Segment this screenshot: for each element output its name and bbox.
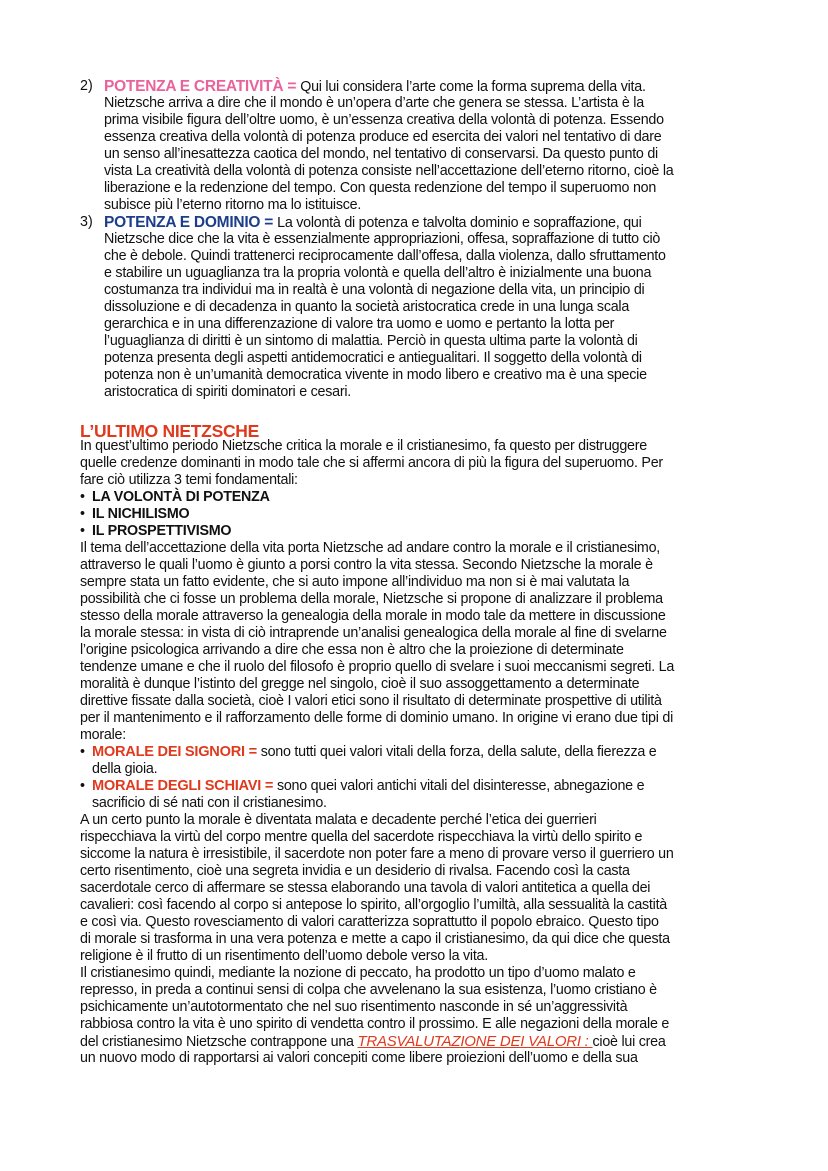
text-line: moralità è dunque l’istinto del gregge nel singolo, cioè il suo assoggettamento a determinate [80, 676, 640, 692]
text-line: certo risentimento, cioè una segreta invidia e un desiderio di rivalsa. Facendo così la casta [80, 863, 630, 879]
text-line: che è debole. Quindi trattenerci reciprocamente dall’offesa, dalla violenza, dallo sfruttamento [104, 248, 666, 264]
text-line: stesso della morale attraverso la genealogia della morale in modo tale da mettere in discussione [80, 608, 666, 624]
text-line: rabbiosa contro la vita è uno spirito di vendetta contro il prossimo. E alle negazioni della morale e [80, 1016, 670, 1032]
bullet-icon: • [80, 506, 85, 522]
emphasized-term: MORALE DEI SIGNORI = [92, 744, 261, 760]
text-line: gerarchica e in una differenzazione di valore tra uomo e uomo e pertanto la lotta per [104, 316, 615, 332]
text-segment: Qui lui considera l’arte come la forma suprema della vita. [300, 79, 646, 95]
text-line: l’uguaglianza di diritti è un sintomo di malattia. Perciò in questa ultima parte la volontà di [104, 333, 638, 349]
text-line: tendenze umane e che il ruolo del filosofo è proprio quello di svelare i suoi meccanismi segreti. La [80, 659, 675, 675]
emphasized-term: POTENZA E DOMINIO = [104, 214, 278, 231]
emphasized-term: IL NICHILISMO [92, 506, 190, 522]
text-line: potenza presenta degli aspetti antidemocratici e antiegualitari. Il soggetto della volontà di [104, 350, 642, 366]
text-line: religione è il frutto di un risentimento dell’uomo debole verso la vita. [80, 948, 488, 964]
bullet-icon: • [80, 778, 85, 794]
text-line: essenza creativa della volontà di potenza produce ed esercita dei valori nel tentativo di dare [104, 129, 662, 145]
text-line [80, 489, 674, 506]
text-line: prima visibile figura dell’oltre uomo, è un’essenza creativa della volontà di potenza. Essendo [104, 112, 664, 128]
bullet-icon: • [80, 523, 85, 539]
text-line [80, 506, 674, 523]
text-line: direttive fissate dalla società, cioè I valori etici sono il risultato di determinate prospettive di utilità [80, 693, 662, 709]
text-line: potenza non è un’umanità democratica vivente in modo libero e creativo ma è una specie [104, 367, 647, 383]
text-line [80, 778, 674, 795]
text-line: per il mantenimento e il rafforzamento delle forme di dominio umano. In origine vi erano due tipi di [80, 710, 674, 726]
text-line: di morale si trasforma in una vera potenza e mette a capo il cristianesimo, da qui dice che questa [80, 931, 670, 947]
section-body [80, 438, 674, 1067]
emphasized-term: IL PROSPETTIVISMO [92, 523, 232, 539]
text-line: un senso all’inesattezza caotica del mondo, nel tentativo di conservarsi. Da questo punto di [104, 146, 658, 162]
text-segment: sacrificio di sé nati con il cristianesimo. [92, 795, 327, 811]
text-line: vista La creatività della volontà di potenza consiste nell’accettazione dell’eterno ritorno, cioè la [104, 163, 674, 179]
text-line: fare ciò utilizza 3 temi fondamentali: [80, 472, 298, 488]
text-segment: del cristianesimo Nietzsche contrappone una [80, 1034, 358, 1050]
text-line: A un certo punto la morale è diventata malata e decadente perché l’etica dei guerrieri [80, 812, 597, 828]
bullet-icon: • [80, 744, 85, 760]
text-segment: sono tutti quei valori vitali della forza, della salute, della fierezza e [260, 744, 657, 760]
list-item-potenza-creativita [80, 78, 673, 214]
text-line [104, 78, 673, 95]
text-line: costumanza tra individui ma in realtà è una volontà di negazione della vita, un principio di [104, 282, 645, 298]
text-line: morale: [80, 727, 126, 743]
text-line: l’origine psicologica arrivando a dire che essa non è altro che la proiezione di determinate [80, 642, 624, 658]
section-heading: L’ULTIMO NIETZSCHE [80, 421, 259, 441]
emphasized-term: MORALE DEGLI SCHIAVI = [92, 778, 277, 794]
text-line: represso, in preda a continui sensi di colpa che avvelenano la sua esistenza, l’uomo cristiano è [80, 982, 657, 998]
text-line: Il cristianesimo quindi, mediante la nozione di peccato, ha prodotto un tipo d’uomo malato e [80, 965, 636, 981]
text-line: sacerdotale cerco di affermare se stessa elaborando una tavola di valori antitetica a quella dei [80, 880, 651, 896]
text-line: quelle credenze dominanti in modo tale che si affermi ancora di più la figura del superuomo. Per [80, 455, 663, 471]
text-line: psichicamente un’autotormentato che nel suo risentimento nasconde in sé un’aggressività [80, 999, 628, 1015]
text-line: possibilità che ci fosse un problema della morale, Nietzsche si propone di analizzare il problema [80, 591, 663, 607]
text-line: subisce più l’eterno ritorno ma lo istituisce. [104, 197, 362, 213]
text-line [80, 1033, 674, 1050]
text-segment: sono quei valori antichi vitali del disinteresse, abnegazione e [276, 778, 645, 794]
text-line [80, 761, 674, 778]
emphasized-term: POTENZA E CREATIVITÀ = [104, 78, 301, 95]
text-line: la morale stessa: in vista di ciò intraprende un’analisi genealogica della morale al fine di svelarne [80, 625, 667, 641]
text-line: liberazione e la redenzione del tempo. Con questa redenzione del tempo il superuomo non [104, 180, 657, 196]
text-line: dissoluzione e di decadenza in quanto la società aristocratica crede in una lunga scala [104, 299, 630, 315]
list-item-potenza-dominio [80, 214, 666, 401]
text-line [80, 523, 674, 540]
text-line [80, 795, 674, 812]
text-line: siccome la natura è irresistibile, il sacerdote non poter fare a meno di provare verso il guerriero un [80, 846, 674, 862]
item-body [104, 214, 666, 401]
text-line: un nuovo modo di rapportarsi ai valori concepiti come libere proiezioni dell’uomo e della sua [80, 1050, 638, 1066]
text-line: attraverso le quali l’uomo è giunto a porsi contro la vita stessa. Secondo Nietzsche la morale è [80, 557, 653, 573]
text-line: Nietzsche dice che la vita è essenzialmente appropriazioni, offesa, sopraffazione di tutto ciò [104, 231, 661, 247]
text-line: Nietzsche arriva a dire che il mondo è un’opera d’arte che genera se stessa. L’artista è la [104, 95, 644, 111]
text-line: Il tema dell’accettazione della vita porta Nietzsche ad andare contro la morale e il cristianesimo, [80, 540, 660, 556]
text-segment: La volontà di potenza e talvolta dominio e sopraffazione, qui [277, 215, 642, 231]
text-line: In quest’ultimo periodo Nietzsche critica la morale e il cristianesimo, fa questo per distruggere [80, 438, 647, 454]
text-line: sempre stata un fatto evidente, che si auto impone all’individuo ma non si è mai valutata la [80, 574, 630, 590]
item-body [104, 78, 673, 214]
text-line: e stabilire un uguaglianza tra la propria volontà e quella dell’altro è inizialmente una buona [104, 265, 652, 281]
emphasized-term: LA VOLONTÀ DI POTENZA [92, 489, 270, 505]
text-segment: cioè lui crea [592, 1034, 666, 1050]
item-number: 2) [80, 78, 93, 94]
text-line: rispecchiava la virtù del corpo mentre quella del sacerdote rispecchiava la virtù dello spirito e [80, 829, 643, 845]
text-line: aristocratica di spiriti dominatori e cesari. [104, 384, 351, 400]
text-line [104, 214, 666, 231]
text-line: e così via. Questo rovesciamento di valori caratterizza soprattutto il popolo ebraico. Questo tipo [80, 914, 659, 930]
bullet-icon: • [80, 489, 85, 505]
item-number: 3) [80, 214, 93, 230]
text-line [80, 744, 674, 761]
text-segment: della gioia. [92, 761, 158, 777]
text-line: cavalieri: così facendo al corpo si antepose lo spirito, all’orgoglio l’umiltà, alla sessualità la castità [80, 897, 667, 913]
highlighted-term-link[interactable]: TRASVALUTAZIONE DEI VALORI : [357, 1033, 593, 1050]
